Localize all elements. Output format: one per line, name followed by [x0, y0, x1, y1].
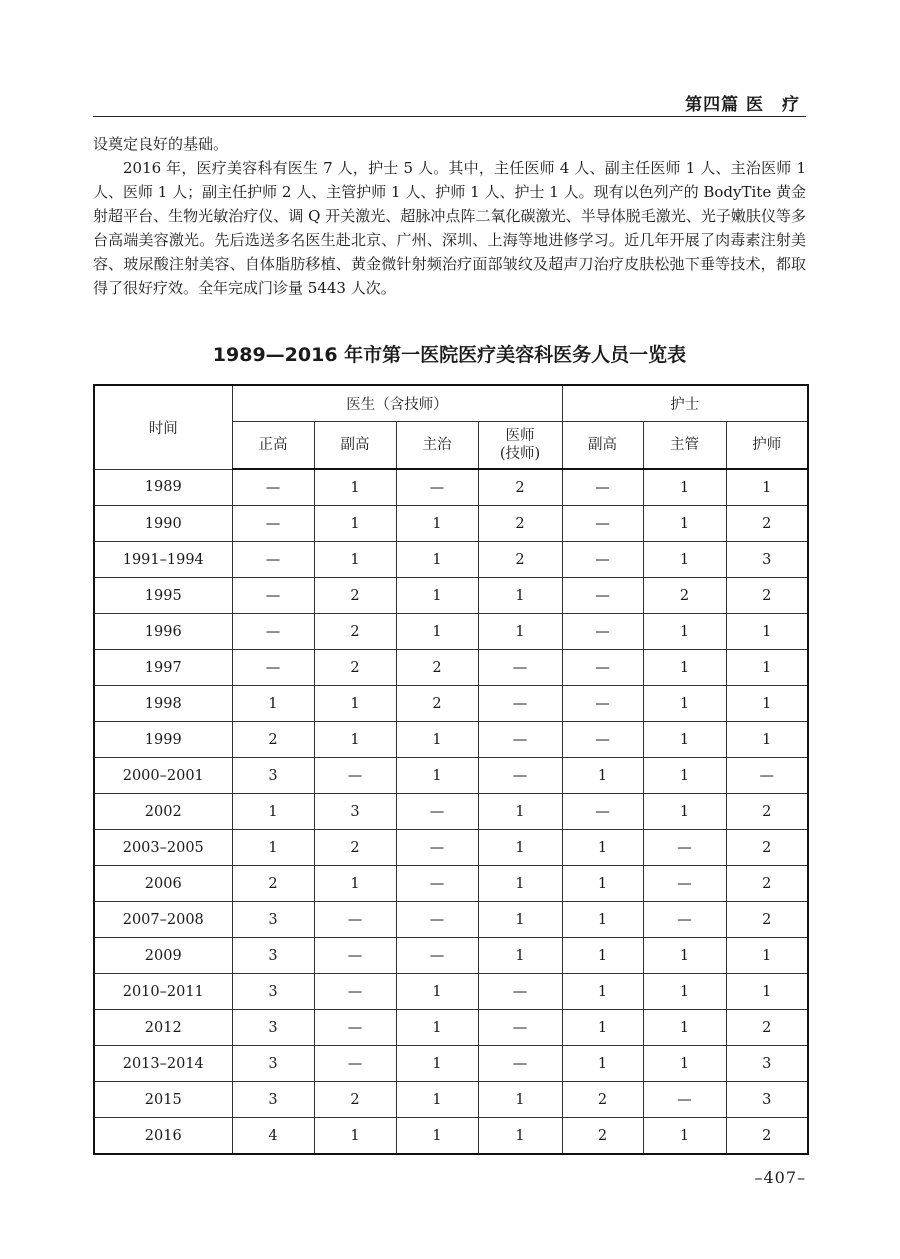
count-cell: — — [314, 758, 396, 794]
year-cell: 2003–2005 — [94, 830, 232, 866]
count-cell: 3 — [232, 1010, 314, 1046]
count-cell: 2 — [478, 469, 562, 506]
count-cell: 2 — [314, 830, 396, 866]
count-cell: — — [562, 722, 643, 758]
count-cell: 2 — [314, 650, 396, 686]
count-cell: — — [232, 469, 314, 506]
count-cell: 1 — [232, 686, 314, 722]
count-cell: 2 — [232, 866, 314, 902]
table-row — [94, 722, 808, 758]
table-row — [94, 1046, 808, 1082]
count-cell: 1 — [726, 686, 808, 722]
count-cell: 2 — [726, 866, 808, 902]
count-cell: — — [396, 902, 478, 938]
table-row — [94, 578, 808, 614]
year-cell: 2013–2014 — [94, 1046, 232, 1082]
count-cell: 1 — [562, 902, 643, 938]
count-cell: 1 — [396, 506, 478, 542]
count-cell: — — [232, 614, 314, 650]
count-cell: 1 — [478, 866, 562, 902]
doctor-group-header: 医生（含技师） — [232, 385, 562, 422]
count-cell: 1 — [396, 578, 478, 614]
count-cell: 3 — [232, 1082, 314, 1118]
count-cell: 2 — [726, 794, 808, 830]
count-cell: — — [314, 1010, 396, 1046]
count-cell: 1 — [478, 1118, 562, 1155]
count-cell: 1 — [396, 542, 478, 578]
running-header — [93, 86, 806, 117]
table-row — [94, 686, 808, 722]
count-cell: 1 — [643, 758, 726, 794]
count-cell: 2 — [643, 578, 726, 614]
count-cell: 3 — [726, 1046, 808, 1082]
count-cell: — — [562, 542, 643, 578]
count-cell: 1 — [643, 938, 726, 974]
count-cell: 1 — [396, 974, 478, 1010]
count-cell: 1 — [643, 722, 726, 758]
count-cell: — — [478, 758, 562, 794]
count-cell: 1 — [396, 722, 478, 758]
count-cell: — — [396, 794, 478, 830]
count-cell: 3 — [726, 542, 808, 578]
count-cell: — — [562, 686, 643, 722]
count-cell: — — [396, 830, 478, 866]
year-cell: 1998 — [94, 686, 232, 722]
column-header: 副高 — [314, 422, 396, 470]
count-cell: — — [643, 866, 726, 902]
count-cell: — — [478, 722, 562, 758]
column-header: 主治 — [396, 422, 478, 470]
count-cell: — — [562, 794, 643, 830]
column-header: 正高 — [232, 422, 314, 470]
count-cell: 1 — [478, 1082, 562, 1118]
count-cell: 2 — [314, 1082, 396, 1118]
count-cell: 3 — [232, 938, 314, 974]
column-header: 护师 — [726, 422, 808, 470]
count-cell: — — [396, 469, 478, 506]
year-cell: 2007–2008 — [94, 902, 232, 938]
table-row — [94, 830, 808, 866]
count-cell: 1 — [726, 974, 808, 1010]
count-cell: 1 — [396, 1082, 478, 1118]
count-cell: — — [232, 506, 314, 542]
count-cell: — — [562, 469, 643, 506]
count-cell: 1 — [396, 758, 478, 794]
table-row — [94, 1010, 808, 1046]
count-cell: 1 — [314, 506, 396, 542]
count-cell: 1 — [562, 830, 643, 866]
year-cell: 1989 — [94, 469, 232, 506]
count-cell: 1 — [643, 794, 726, 830]
count-cell: 1 — [478, 614, 562, 650]
count-cell: — — [396, 866, 478, 902]
paragraph: 设奠定良好的基础。 — [93, 135, 229, 153]
count-cell: 1 — [643, 650, 726, 686]
count-cell: — — [562, 578, 643, 614]
table-row — [94, 469, 808, 506]
year-cell: 1995 — [94, 578, 232, 614]
count-cell: — — [232, 542, 314, 578]
count-cell: 2 — [562, 1082, 643, 1118]
count-cell: 2 — [232, 722, 314, 758]
column-header: 副高 — [562, 422, 643, 470]
table-row — [94, 866, 808, 902]
count-cell: 1 — [396, 614, 478, 650]
page-number: –407– — [754, 1168, 806, 1187]
count-cell: — — [478, 1010, 562, 1046]
count-cell: — — [232, 650, 314, 686]
table-row — [94, 1118, 808, 1155]
table-title: 1989—2016 年市第一医院医疗美容科医务人员一览表 — [212, 344, 687, 366]
count-cell: 1 — [643, 1046, 726, 1082]
count-cell: 1 — [396, 1010, 478, 1046]
count-cell: 1 — [562, 1010, 643, 1046]
count-cell: 2 — [726, 506, 808, 542]
table-row — [94, 506, 808, 542]
year-cell: 1991–1994 — [94, 542, 232, 578]
count-cell: 1 — [314, 686, 396, 722]
count-cell: 1 — [478, 794, 562, 830]
year-cell: 2010–2011 — [94, 974, 232, 1010]
count-cell: 1 — [478, 902, 562, 938]
count-cell: — — [562, 650, 643, 686]
count-cell: 1 — [562, 758, 643, 794]
count-cell: 2 — [396, 650, 478, 686]
count-cell: — — [643, 830, 726, 866]
nurse-group-header: 护士 — [562, 385, 808, 422]
count-cell: — — [726, 758, 808, 794]
count-cell: 1 — [643, 542, 726, 578]
table-row — [94, 938, 808, 974]
count-cell: 1 — [562, 1046, 643, 1082]
chapter-title: 第四篇 医 疗 — [685, 95, 800, 115]
body-text — [93, 132, 806, 300]
count-cell: — — [643, 1082, 726, 1118]
count-cell: — — [478, 1046, 562, 1082]
year-cell: 2002 — [94, 794, 232, 830]
count-cell: 2 — [478, 542, 562, 578]
count-cell: 2 — [396, 686, 478, 722]
count-cell: 1 — [562, 938, 643, 974]
count-cell: 1 — [396, 1118, 478, 1155]
year-cell: 2015 — [94, 1082, 232, 1118]
count-cell: — — [314, 938, 396, 974]
count-cell: — — [478, 686, 562, 722]
count-cell: 3 — [232, 974, 314, 1010]
count-cell: 1 — [726, 722, 808, 758]
count-cell: 1 — [396, 1046, 478, 1082]
count-cell: — — [478, 974, 562, 1010]
count-cell: 1 — [314, 469, 396, 506]
year-cell: 1997 — [94, 650, 232, 686]
count-cell: 1 — [478, 578, 562, 614]
table-row — [94, 650, 808, 686]
count-cell: 2 — [726, 578, 808, 614]
count-cell: 1 — [314, 722, 396, 758]
count-cell: 1 — [643, 686, 726, 722]
count-cell: — — [396, 938, 478, 974]
count-cell: — — [643, 902, 726, 938]
time-header: 时间 — [94, 385, 232, 469]
count-cell: 3 — [232, 902, 314, 938]
count-cell: 1 — [643, 506, 726, 542]
count-cell: 2 — [314, 614, 396, 650]
column-header: 主管 — [643, 422, 726, 470]
count-cell: — — [232, 578, 314, 614]
count-cell: 1 — [232, 794, 314, 830]
count-cell: 2 — [726, 830, 808, 866]
year-cell: 2012 — [94, 1010, 232, 1046]
count-cell: 2 — [726, 1010, 808, 1046]
count-cell: 3 — [232, 758, 314, 794]
table-row — [94, 902, 808, 938]
count-cell: 1 — [726, 614, 808, 650]
count-cell: 2 — [562, 1118, 643, 1155]
staff-table — [93, 384, 809, 1155]
count-cell: — — [314, 902, 396, 938]
count-cell: — — [562, 614, 643, 650]
year-cell: 1990 — [94, 506, 232, 542]
count-cell: 2 — [726, 902, 808, 938]
column-header: 医师 (技师) — [478, 422, 562, 470]
count-cell: 1 — [643, 974, 726, 1010]
year-cell: 1999 — [94, 722, 232, 758]
count-cell: 1 — [726, 469, 808, 506]
count-cell: — — [478, 650, 562, 686]
year-cell: 2009 — [94, 938, 232, 974]
count-cell: 1 — [643, 1010, 726, 1046]
count-cell: 2 — [726, 1118, 808, 1155]
table-row — [94, 794, 808, 830]
table-row — [94, 1082, 808, 1118]
table-row — [94, 974, 808, 1010]
count-cell: 2 — [314, 578, 396, 614]
count-cell: 1 — [643, 614, 726, 650]
count-cell: 1 — [478, 830, 562, 866]
count-cell: 1 — [726, 650, 808, 686]
year-cell: 2006 — [94, 866, 232, 902]
count-cell: 1 — [478, 938, 562, 974]
count-cell: 1 — [232, 830, 314, 866]
count-cell: 1 — [562, 866, 643, 902]
count-cell: 1 — [314, 1118, 396, 1155]
table-row — [94, 758, 808, 794]
count-cell: 3 — [232, 1046, 314, 1082]
count-cell: 2 — [478, 506, 562, 542]
count-cell: 3 — [314, 794, 396, 830]
count-cell: 3 — [726, 1082, 808, 1118]
count-cell: 1 — [314, 866, 396, 902]
count-cell: 4 — [232, 1118, 314, 1155]
count-cell: — — [314, 1046, 396, 1082]
count-cell: 1 — [562, 974, 643, 1010]
count-cell: 1 — [643, 1118, 726, 1155]
table-row — [94, 614, 808, 650]
table-row — [94, 542, 808, 578]
count-cell: — — [314, 974, 396, 1010]
year-cell: 1996 — [94, 614, 232, 650]
count-cell: 1 — [314, 542, 396, 578]
count-cell: 1 — [643, 469, 726, 506]
count-cell: 1 — [726, 938, 808, 974]
year-cell: 2016 — [94, 1118, 232, 1155]
count-cell: — — [562, 506, 643, 542]
year-cell: 2000–2001 — [94, 758, 232, 794]
paragraph: 2016 年，医疗美容科有医生 7 人，护士 5 人。其中，主任医师 4 人、副主任医师 1 人、主治医师 1 人、医师 1 人；副主任护师 2 人、主管护师 1 人、护师 1 人、护士 1 人。现有以色列产的 BodyTite 黄金射超平台、生物光敏治疗仪、调 Q 开关激光、超脉冲点阵二氧化碳激光、半导体脱毛激光、光子嫩肤仪等多台高端美容激光。先后选送多名医生赴北京、广州、深圳、上海等地进修学习。近几年开展了肉毒素注射美容、玻尿酸注射美容、自体脂肪移植、黄金微针射频治疗面部皱纹及超声刀治疗皮肤松弛下垂等技术，都取得了很好疗效。全年完成门诊量 5443 人次。 — [93, 159, 806, 297]
